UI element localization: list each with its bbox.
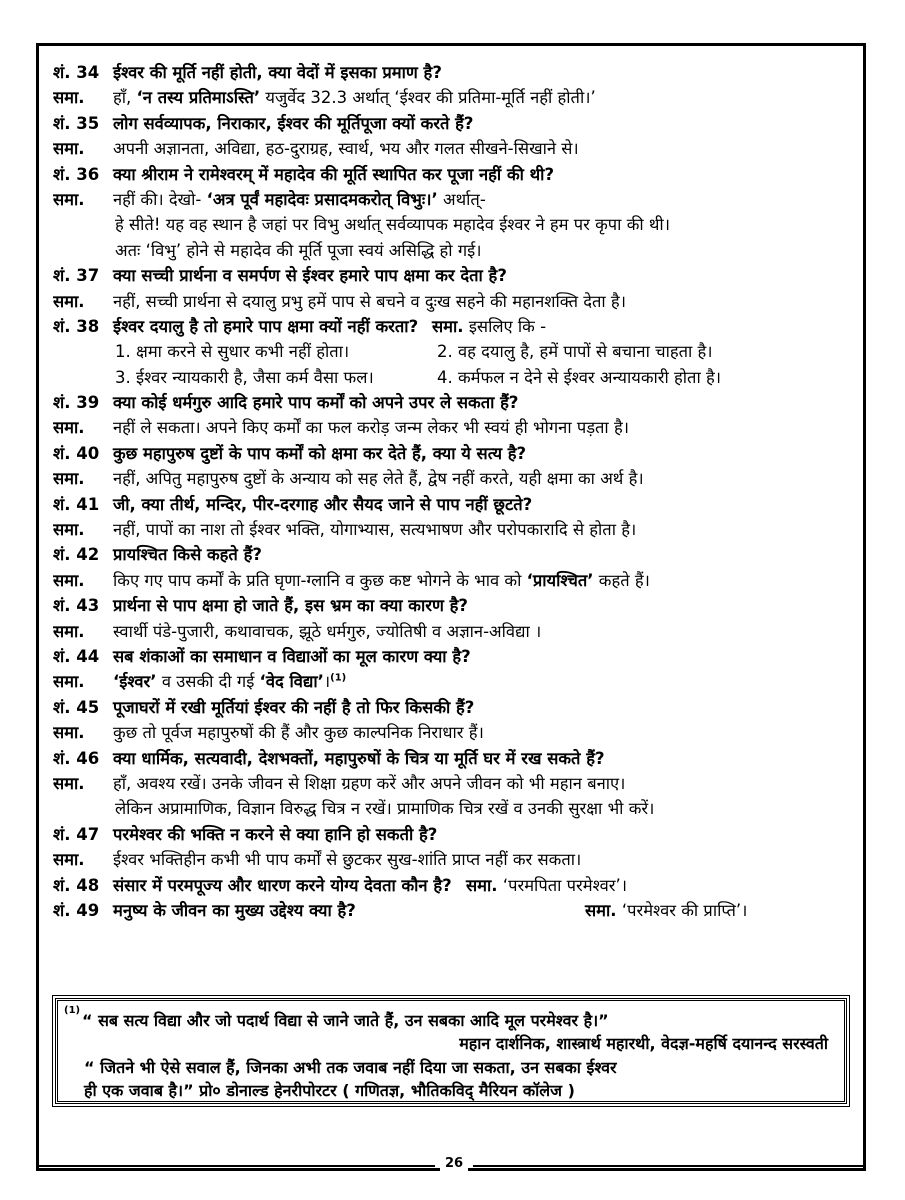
answer-text-post: कहते हैं। — [593, 570, 650, 590]
inline-answer — [466, 873, 627, 898]
question-text: पूजाघरों में रखी मूर्तियां ईश्वर की नहीं है तो फिर किसकी हैं? — [113, 697, 475, 717]
answer-label: समा. — [53, 469, 85, 489]
quote-box — [55, 998, 847, 1104]
question-line — [53, 263, 853, 288]
answer-text: स्वार्थी पंडे-पुजारी, कथावाचक, झूठे धर्मगुरु, ज्योतिषी व अज्ञान-अविद्या । — [113, 621, 542, 641]
question-number: शं. 40 — [53, 443, 100, 463]
answer-label: समा. — [53, 139, 85, 159]
question-number: शं. 37 — [53, 266, 100, 286]
question-number: शं. 36 — [53, 164, 100, 184]
question-number: शं. 41 — [53, 494, 100, 514]
answer-text-post: । — [323, 672, 331, 692]
footnote-ref: (1) — [64, 1005, 81, 1016]
question-line — [53, 542, 853, 567]
answer-text: नहीं, पापों का नाश तो ईश्वर भक्ति, योगाभ्यास, सत्यभाषण और परोपकारादि से होता है। — [113, 520, 637, 540]
footer-rule-left — [39, 1165, 435, 1167]
answer-line — [53, 669, 853, 694]
answer-label: समा. — [53, 723, 85, 743]
answer-line — [53, 720, 853, 745]
answer-line — [53, 289, 853, 314]
reason-item: 2. वह दयालु है, हमें पापों से बचाना चाहता है। — [437, 342, 713, 362]
question-text: प्रार्थना से पाप क्षमा हो जाते हैं, इस भ्रम का क्या कारण है? — [113, 596, 468, 616]
answer-text — [113, 187, 486, 212]
answer-text: नहीं ले सकता। अपने किए कर्मों का फल करोड़ जन्म लेकर भी स्वयं ही भोगना पड़ता है। — [113, 418, 629, 438]
page-number: 26 — [440, 1156, 468, 1171]
question-text: क्या सच्ची प्रार्थना व समर्पण से ईश्वर हमारे पाप क्षमा कर देता है? — [113, 266, 507, 286]
answer-line — [53, 847, 853, 872]
answer-emphasis: ‘न तस्य प्रतिमाऽस्ति’ — [136, 88, 261, 108]
answer-line — [53, 85, 853, 110]
answer-continuation — [53, 796, 853, 821]
question-text: क्या कोई धर्मगुरु आदि हमारे पाप कर्मों को अपने उपर ले सकता हैं? — [113, 393, 519, 413]
answer-text: अपनी अज्ञानता, अविद्या, हठ-दुराग्रह, स्वार्थ, भय और गलत सीखने-सिखाने से। — [113, 139, 579, 159]
answer-text: हे सीते! यह वह स्थान है जहां पर विभु अर्थात् सर्वव्यापक महादेव ईश्वर ने हम पर कृपा की थी। — [115, 215, 670, 235]
question-text: जी, क्या तीर्थ, मन्दिर, पीर-दरगाह और सैयद जाने से पाप नहीं छूटते? — [113, 494, 533, 514]
question-text: सब शंकाओं का समाधान व विद्याओं का मूल कारण क्या है? — [113, 646, 471, 666]
question-line — [53, 644, 853, 669]
answer-text: इसलिए कि - — [468, 316, 547, 336]
question-line — [53, 314, 853, 339]
answer-text-pre: हाँ, — [113, 88, 137, 108]
answer-line — [53, 415, 853, 440]
answer-label: समा. — [53, 621, 85, 641]
question-line — [53, 390, 853, 415]
answer-line — [53, 619, 853, 644]
answer-label: समा. — [585, 900, 617, 920]
question-line — [53, 162, 853, 187]
question-line — [53, 695, 853, 720]
page-footer — [39, 1158, 863, 1172]
answer-emphasis: ‘वेद विद्या’ — [259, 672, 324, 692]
answer-text-post: व उसकी दी गई — [156, 672, 260, 692]
answer-label: समा. — [53, 570, 85, 590]
answer-line — [53, 466, 853, 491]
answer-continuation — [53, 238, 853, 263]
inline-answer — [585, 898, 747, 923]
answer-label: समा. — [53, 291, 85, 311]
answer-label: समा. — [53, 418, 85, 438]
question-number: शं. 47 — [53, 824, 100, 844]
answer-text — [113, 85, 596, 110]
question-line — [53, 111, 853, 136]
answer-line — [53, 568, 853, 593]
reason-row — [53, 365, 853, 390]
qa-list — [53, 60, 853, 923]
question-number: शं. 46 — [53, 748, 100, 768]
footer-rule-right — [473, 1165, 863, 1167]
answer-emphasis: ‘प्रायश्चित’ — [526, 570, 594, 590]
answer-text: लेकिन अप्रामाणिक, विज्ञान विरुद्ध चित्र न रखें। प्रामाणिक चित्र रखें व उनकी सुरक्षा भी करें। — [115, 799, 655, 819]
answer-text — [113, 669, 346, 694]
answer-label: समा. — [53, 672, 85, 692]
answer-text: हाँ, अवश्य रखें। उनके जीवन से शिक्षा ग्रहण करें और अपने जीवन को भी महान बनाए। — [113, 773, 626, 793]
question-number: शं. 35 — [53, 113, 100, 133]
question-line — [53, 593, 853, 618]
answer-label: समा. — [466, 875, 498, 895]
reason-item: 1. क्षमा करने से सुधार कभी नहीं होता। — [115, 342, 350, 362]
question-text: क्या श्रीराम ने रामेश्वरम् में महादेव की मूर्ति स्थापित कर पूजा नहीं की थी? — [113, 164, 555, 184]
answer-emphasis: ‘अत्र पूर्वं महादेवः प्रसादमकरोत् विभुः।’ — [206, 189, 438, 209]
answer-text: अतः ‘विभु’ होने से महादेव की मूर्ति पूजा स्वयं असिद्धि हो गई। — [115, 240, 482, 260]
answer-text: ‘परमेश्वर की प्राप्ति’। — [621, 900, 748, 920]
answer-text: ईश्वर भक्तिहीन कभी भी पाप कर्मों से छुटकर सुख-शांति प्राप्त नहीं कर सकता। — [113, 850, 582, 870]
question-text: संसार में परमपूज्य और धारण करने योग्य देवता कौन है? — [113, 875, 452, 895]
answer-emphasis: ‘ईश्वर’ — [113, 672, 157, 692]
question-number: शं. 38 — [53, 316, 100, 336]
answer-line — [53, 187, 853, 212]
answer-label: समा. — [53, 520, 85, 540]
quote-dayanand: “ सब सत्य विद्या और जो पदार्थ विद्या से जाने जाते हैं, उन सबका आदि मूल परमेश्वर है।” — [82, 1011, 609, 1030]
answer-label: समा. — [53, 850, 85, 870]
question-text: ईश्वर की मूर्ति नहीं होती, क्या वेदों में इसका प्रमाण है? — [113, 63, 442, 82]
answer-text-pre: नहीं की। देखो- — [113, 189, 207, 209]
question-line — [53, 441, 853, 466]
question-number: शं. 42 — [53, 545, 100, 565]
question-line — [53, 822, 853, 847]
question-line — [53, 898, 853, 923]
answer-text: नहीं, सच्ची प्रार्थना से दयालु प्रभु हमें पाप से बचने व दुःख सहने की महानशक्ति देता है। — [113, 291, 626, 311]
answer-text: ‘परमपिता परमेश्वर’। — [502, 875, 628, 895]
answer-continuation — [53, 212, 853, 237]
question-number: शं. 45 — [53, 697, 100, 717]
question-line — [53, 746, 853, 771]
answer-label: समा. — [432, 316, 464, 336]
question-line — [53, 873, 853, 898]
answer-text: कुछ तो पूर्वज महापुरुषों की हैं और कुछ काल्पनिक निराधार हैं। — [113, 723, 484, 743]
answer-line — [53, 517, 853, 542]
question-number: शं. 39 — [53, 393, 100, 413]
answer-label: समा. — [53, 189, 85, 209]
answer-line — [53, 136, 853, 161]
answer-text-post: अर्थात्- — [437, 189, 486, 209]
reason-row — [53, 339, 853, 364]
question-number: शं. 43 — [53, 596, 100, 616]
quote-porter-line1: “ जितने भी ऐसे सवाल हैं, जिनका अभी तक जवाब नहीं दिया जा सकता, उन सबका ईश्वर — [84, 1058, 617, 1077]
question-text: लोग सर्वव्यापक, निराकार, ईश्वर की मूर्तिपूजा क्यों करते हैं? — [113, 113, 474, 133]
page-frame — [36, 43, 866, 1171]
quote-dayanand-attribution: महान दार्शनिक, शास्त्रार्थ महारथी, वेदज्ञ-महर्षि दयानन्द सरस्वती — [459, 1034, 828, 1053]
question-line — [53, 492, 853, 517]
answer-label: समा. — [53, 773, 85, 793]
reason-item: 4. कर्मफल न देने से ईश्वर अन्यायकारी होता है। — [437, 367, 721, 387]
question-line — [53, 60, 853, 85]
question-number: शं. 44 — [53, 646, 100, 666]
question-text: ईश्वर दयालु है तो हमारे पाप क्षमा क्यों नहीं करता? — [113, 316, 419, 336]
question-text: मनुष्य के जीवन का मुख्य उद्देश्य क्या है? — [113, 900, 356, 920]
question-text: प्रायश्चित किसे कहते हैं? — [113, 545, 262, 565]
question-number: शं. 49 — [53, 900, 100, 920]
question-text: कुछ महापुरुष दुष्टों के पाप कर्मों को क्षमा कर देते हैं, क्या ये सत्य है? — [113, 443, 527, 463]
quote-porter-line2: ही एक जवाब है।” प्रो० डोनाल्ड हेनरीपोरटर ( गणितज्ञ, भौतिकविद् मैरियन कॉलेज ) — [84, 1081, 575, 1100]
reason-item: 3. ईश्वर न्यायकारी है, जैसा कर्म वैसा फल। — [115, 367, 374, 387]
footnote-marker: (1) — [330, 672, 347, 684]
answer-line — [53, 771, 853, 796]
answer-text: नहीं, अपितु महापुरुष दुष्टों के अन्याय को सह लेते हैं, द्वेष नहीं करते, यही क्षमा का अर्थ है। — [113, 469, 644, 489]
question-text: परमेश्वर की भक्ति न करने से क्या हानि हो सकती है? — [113, 824, 438, 844]
inline-answer — [432, 314, 546, 339]
question-number: शं. 48 — [53, 875, 100, 895]
question-text: क्या धार्मिक, सत्यवादी, देशभक्तों, महापुरुषों के चित्र या मूर्ति घर में रख सकते हैं? — [113, 748, 605, 768]
question-number: शं. 34 — [53, 63, 100, 82]
answer-text — [113, 568, 650, 593]
answer-label: समा. — [53, 88, 85, 108]
answer-text-pre: किए गए पाप कर्मों के प्रति घृणा-ग्लानि व कुछ कष्ट भोगने के भाव को — [113, 570, 527, 590]
answer-text-post: यजुर्वेद 32.3 अर्थात् ‘ईश्वर की प्रतिमा-मूर्ति नहीं होती।’ — [260, 88, 596, 108]
